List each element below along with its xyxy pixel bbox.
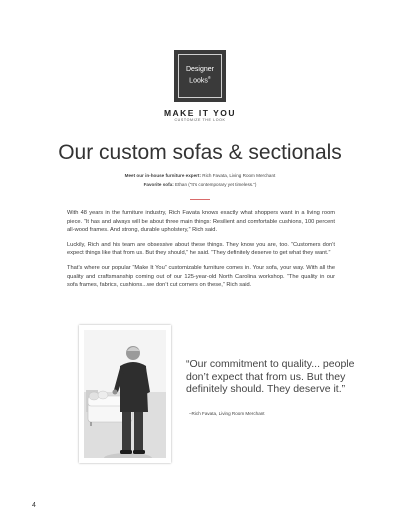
logo-line-2-text: Looks bbox=[189, 77, 208, 85]
paragraph-3: That’s where our popular “Make It You” customizable furniture comes in. Your sofa, your way. With all the quality and craftsmanship coming out of our 125-year-old North Carolina workshop. “The quality in our sofa frames, fabrics, cushions...we don’t cut corners on these,” Rich said. bbox=[67, 264, 335, 289]
favorite-sofa-line bbox=[0, 181, 400, 190]
page-title: Our custom sofas & sectionals bbox=[58, 141, 342, 164]
designer-looks-logo bbox=[174, 50, 226, 102]
favorite-sofa-value: Ethan (“It’s contemporary yet timeless.”) bbox=[175, 181, 257, 187]
expert-label: Meet our in-house furniture expert: bbox=[124, 173, 201, 178]
intro-block bbox=[0, 172, 400, 189]
brand-title: MAKE IT YOU bbox=[163, 108, 237, 118]
expert-value: Rich Favata, Living Room Merchant bbox=[202, 173, 276, 178]
logo-line-1: Designer bbox=[185, 65, 214, 73]
brand-tagline: CUSTOMIZE THE LOOK bbox=[174, 118, 226, 122]
expert-line bbox=[0, 172, 400, 181]
portrait-photo bbox=[84, 330, 166, 458]
paragraph-1: With 48 years in the furniture industry, Rich Favata knows exactly what shoppers want in a living room piece. “It has and always will be about three main things: Resilient and comfortable cushions, 100 percent all-wood frames. And strong, durable upholstery,” Rich said. bbox=[67, 210, 335, 234]
article-body bbox=[67, 209, 335, 296]
paragraph-2: Luckily, Rich and his team are obsessive about these things. They know you are, too. “Customers don’t expect things like that from us. But they should,” he said. “They definitely deserve to get what they want.” bbox=[67, 241, 335, 257]
divider bbox=[190, 199, 210, 200]
favorite-sofa-label: Favorite sofa: bbox=[143, 181, 174, 187]
logo-line-2 bbox=[189, 74, 211, 86]
page-number: 4 bbox=[32, 502, 36, 509]
logo-inner-frame bbox=[178, 54, 222, 98]
logo-trademark: ® bbox=[207, 75, 211, 81]
photo-frame bbox=[79, 325, 171, 463]
pull-quote: “Our commitment to quality... people don’t expect that from us. But they definitely should. They deserve it.” bbox=[186, 358, 355, 395]
quote-attribution: –Rich Favata, Living Room Merchant bbox=[189, 411, 265, 416]
